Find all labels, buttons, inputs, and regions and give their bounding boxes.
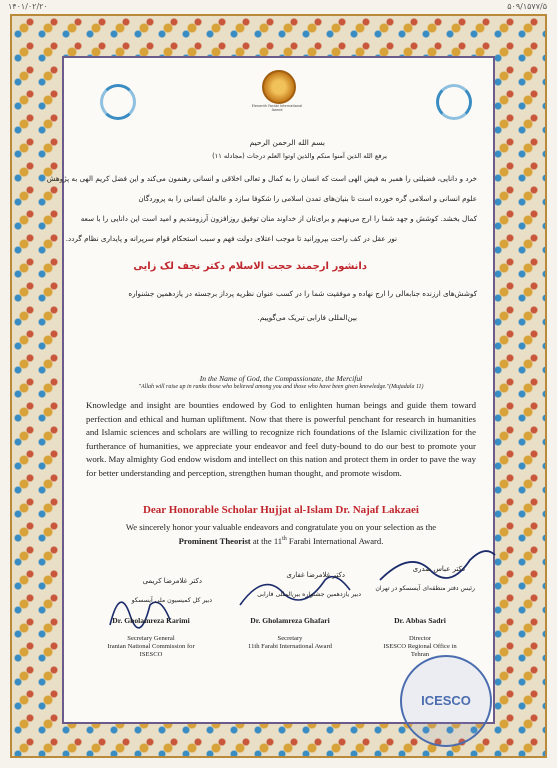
award-title: Prominent Theorist [178, 535, 251, 546]
signatory-title-line: ISESCO [139, 651, 163, 658]
stamp-text: ICESCO [421, 693, 471, 708]
persian-paragraph-line: نور عقل در کف راحت بپرورانید تا موجب اعتلای دولت فهم و سبب استحکام قوام سرپرانه و پایداری نظام گردد. [65, 234, 397, 243]
signatory-title [355, 635, 485, 659]
signatory-title-line: Secretary General [127, 635, 175, 642]
isesco-logo-icon [436, 84, 472, 120]
signatory-title-line: ISESCO Regional Office in [383, 643, 457, 650]
farabi-award-emblem-icon [262, 70, 296, 104]
ordinal-suffix: th [282, 536, 287, 542]
signatory-karimi [86, 616, 216, 659]
signatory-title-line: 11th Farabi International Award [248, 643, 332, 650]
signatory-title [225, 635, 355, 651]
persian-paragraph-line: بین‌المللی فارابی تبریک می‌گوییم. [257, 313, 357, 322]
karimi-persian-title: دبیر کل کمیسیون ملی آیسسکو [131, 597, 212, 604]
ghafari-persian-name: دکتر غلامرضا غفاری [286, 571, 345, 579]
sadri-persian-title: رئیس دفتر منطقه‌ای آیسسکو در تهران [375, 585, 475, 592]
persian-verse: یرفع الله الذین آمنوا منکم والذین اوتوا العلم درجات (مجادله ۱۱) [212, 152, 387, 160]
english-verse: "Allah will raise up in ranks those who believed among you and those who have been given knowledge."(Mujadala 11) [138, 384, 424, 390]
signatory-ghafari [225, 616, 355, 651]
persian-basmala: بسم الله الرحمن الرحیم [249, 138, 325, 147]
persian-recipient-name: دانشور ارجمند حجت الاسلام دکتر نجف لک زایی [133, 261, 367, 272]
ghafari-persian-title: دبیر یازدهمین جشنواره بین‌المللی فارابی [257, 591, 361, 598]
congrats-line: We sincerely honor your valuable endeavors and congratulate you on your selection as the [125, 522, 437, 532]
reference-date: ۱۴۰۱/۰۲/۲۰ [8, 2, 48, 11]
signatory-name: Dr. Abbas Sadri [394, 616, 446, 625]
persian-paragraph-line: علوم انسانی و اسلامی گره خورده است تا بنیان‌های تمدن اسلامی را شکوفا سازد و عالمان انسانی را به پروردگان [138, 194, 477, 203]
persian-paragraph-line: کوشش‌های ارزنده جنابعالی را ارج نهاده و موفقیت شما را در کسب عنوان نظریه پرداز برجسته در یازدهمین جشنواره [128, 289, 477, 298]
signatory-title-line: Secretary [277, 635, 303, 642]
signatory-sadri [355, 616, 485, 659]
signatory-title [86, 635, 216, 659]
reference-number: ۵۰۹/۱۵۷۷/۵ [507, 2, 547, 11]
congrats-mid: at the 11 [250, 535, 283, 546]
isesco-stamp [400, 655, 492, 747]
signatory-name: Dr. Gholamreza Ghafari [250, 616, 330, 625]
signatory-title-line: Director [409, 635, 431, 642]
congrats-end: Farabi International Award. [286, 535, 384, 546]
iran-national-commission-logo-icon [100, 84, 136, 120]
karimi-persian-name: دکتر غلامرضا کریمی [142, 577, 202, 585]
english-basmala: In the Name of God, the Compassionate, the Merciful [199, 374, 363, 383]
signatory-name: Dr. Gholamreza Karimi [112, 616, 190, 625]
persian-paragraph-line: خرد و دانایی، فضیلتی را همبر به فیض الهی است که انسان را به کمال و تعالی اخلاقی و انسانی رهنمون می‌کند و این فضل کریم الهی به پژوهش [46, 174, 477, 183]
english-recipient-name: Dear Honorable Scholar Hujjat al-Islam Dr. Najaf Lakzaei [142, 504, 419, 516]
emblem-caption: Eleventh Farabi International Award [251, 104, 303, 112]
signatory-title-line: Tehran [410, 651, 430, 658]
signatory-title-line: Iranian National Commission for [107, 643, 195, 650]
sadri-persian-name: دکتر عباس صدری [412, 565, 465, 573]
persian-paragraph-line: کمال بخشد. کوشش و جهد شما را ارج می‌نهیم و برای‌تان از خداوند منان توفیق روزافزون آرزومندیم و امید است این دانایی را با سعه [80, 214, 477, 223]
english-body-paragraph: Knowledge and insight are bounties endowed by God to enlighten human beings and guide them toward perfection and ethical and human upliftment. Now that there is powerful penchant for research in humanities and Islamic sciences and scholars are willing to recognize rich foundations of the Islamic civilization for the furtherance of humanities, we appreciate your endeavor and feel duty-bound to do our best to promote your work. May almighty God endow wisdom and intellect on this nation and protect them in order to pave the way for better understanding and perception, strengthen human thought, and promote wisdom. [86, 400, 476, 478]
